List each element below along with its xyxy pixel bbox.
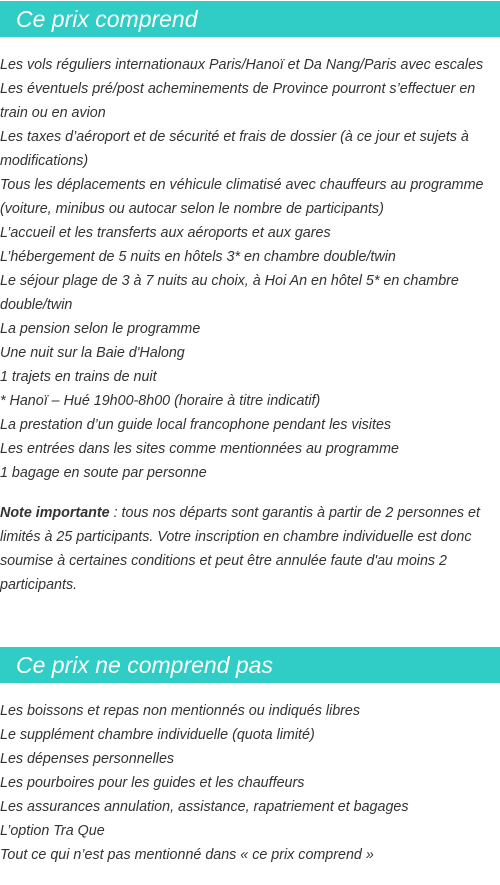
excluded-section-title: Ce prix ne comprend pas xyxy=(0,647,500,683)
important-note xyxy=(0,501,500,597)
list-item: Le supplément chambre individuelle (quota limité) xyxy=(0,727,315,743)
list-item: Le séjour plage de 3 à 7 nuits au choix, à Hoi An en hôtel 5* en chambre double/twin xyxy=(0,273,459,313)
list-item: 1 bagage en soute par personne xyxy=(0,465,207,481)
list-item: 1 trajets en trains de nuit xyxy=(0,369,157,385)
list-item: Les pourboires pour les guides et les chauffeurs xyxy=(0,775,305,791)
list-item: Tous les déplacements en véhicule climatisé avec chauffeurs au programme (voiture, minibus ou autocar selon le nombre de participants) xyxy=(0,177,484,217)
list-item: La prestation d’un guide local francophone pendant les visites xyxy=(0,417,392,433)
excluded-list xyxy=(0,699,500,867)
list-item: L’accueil et les transferts aux aéroports et aux gares xyxy=(0,225,331,241)
included-list xyxy=(0,53,500,485)
included-section-title: Ce prix comprend xyxy=(0,1,500,37)
list-item: Les boissons et repas non mentionnés ou indiqués libres xyxy=(0,703,361,719)
list-item: La pension selon le programme xyxy=(0,321,201,337)
list-item: L’hébergement de 5 nuits en hôtels 3* en chambre double/twin xyxy=(0,249,396,265)
list-item: Tout ce qui n’est pas mentionné dans « ce prix comprend » xyxy=(0,847,374,863)
list-item: Les éventuels pré/post acheminements de Province pourront s’effectuer en train ou en avion xyxy=(0,81,476,121)
list-item: Les entrées dans les sites comme mentionnées au programme xyxy=(0,441,399,457)
list-item: Une nuit sur la Baie d'Halong xyxy=(0,345,185,361)
list-item: * Hanoï – Hué 19h00-8h00 (horaire à titre indicatif) xyxy=(0,393,321,409)
list-item: Les vols réguliers internationaux Paris/Hanoï et Da Nang/Paris avec escales xyxy=(0,57,484,73)
list-item: L’option Tra Que xyxy=(0,823,105,839)
list-item: Les assurances annulation, assistance, rapatriement et bagages xyxy=(0,799,409,815)
note-label: Note importante xyxy=(0,505,110,521)
note-text: : tous nos départs sont garantis à partir de 2 personnes et limités à 25 participants. Votre inscription en chambre individuelle est donc soumise à certaines conditions et peut être annulée faute d'au moins 2 participants. xyxy=(0,505,480,593)
list-item: Les dépenses personnelles xyxy=(0,751,175,767)
list-item: Les taxes d’aéroport et de sécurité et frais de dossier (à ce jour et sujets à modifications) xyxy=(0,129,469,169)
